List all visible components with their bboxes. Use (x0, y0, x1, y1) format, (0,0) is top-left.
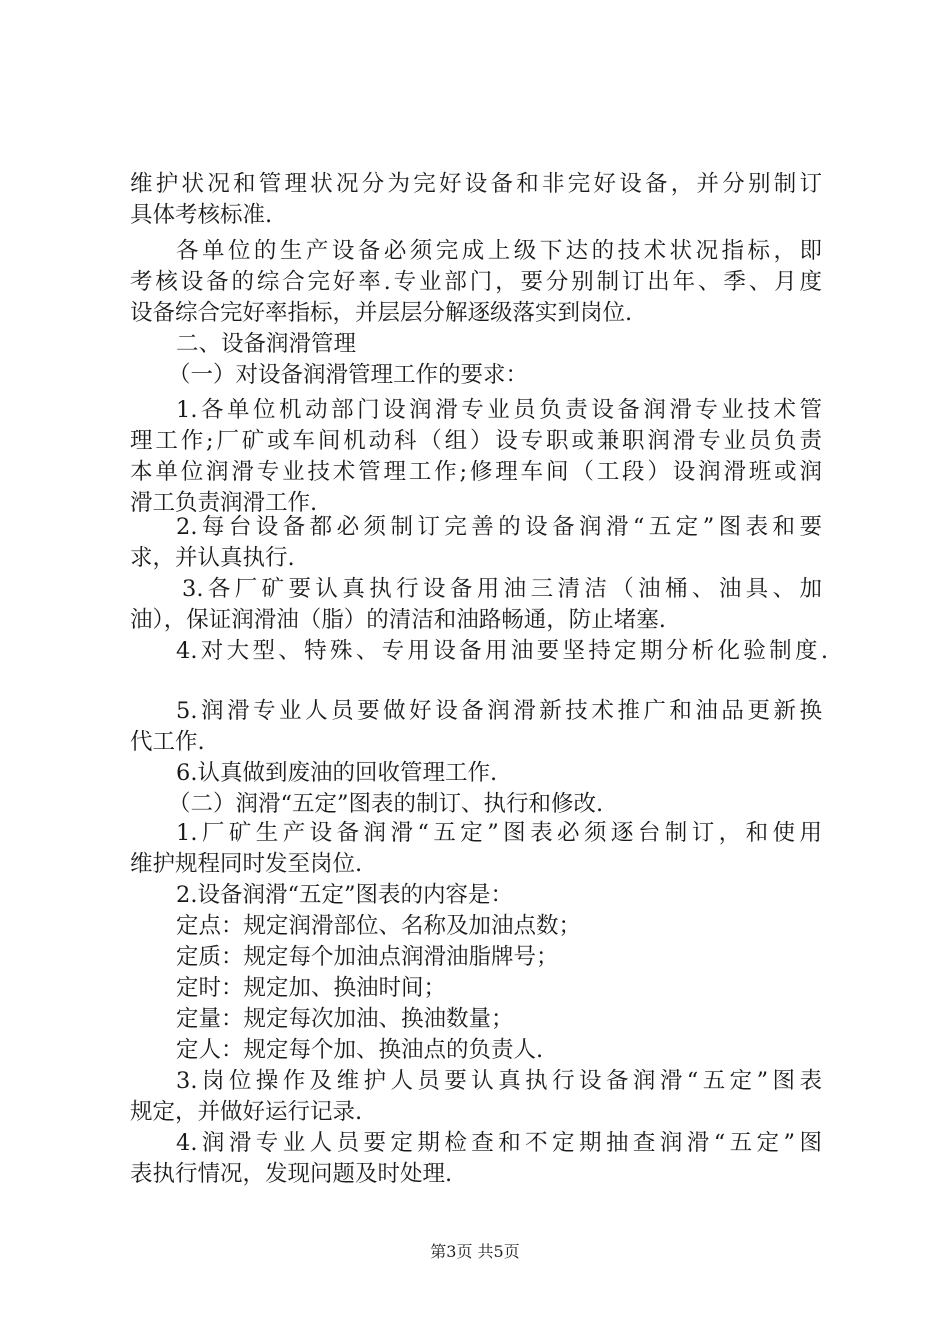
body-text-line: 定点：规定润滑部位、名称及加油点数； (176, 913, 582, 939)
body-text-line: 各单位的生产设备必须完成上级下达的技术状况指标，即 (176, 238, 822, 264)
body-text-line: 规定，并做好运行记录. (130, 1099, 363, 1125)
body-text-line: 4.对大型、特殊、专用设备用油要坚持定期分析化验制度. (176, 638, 828, 664)
body-text-line: 定质：规定每个加油点润滑油脂牌号； (176, 944, 559, 970)
body-text-line: 考核设备的综合完好率.专业部门，要分别制订出年、季、月度 (130, 269, 822, 295)
body-text-line: 维护状况和管理状况分为完好设备和非完好设备，并分别制订 (130, 171, 822, 197)
body-text-line: 油），保证润滑油（脂）的清洁和油路畅通，防止堵塞. (130, 607, 666, 633)
body-text-line: 5.润滑专业人员要做好设备润滑新技术推广和油品更新换 (176, 698, 822, 724)
body-text-line: 具体考核标准. (130, 202, 273, 228)
page-number-footer: 第3页 共5页 (430, 1242, 520, 1261)
body-text-line: 代工作. (130, 729, 205, 755)
subsection-heading: （一）对设备润滑管理工作的要求： (168, 362, 529, 388)
subsection-heading: （二）润滑“五定”图表的制订、执行和修改. (168, 791, 604, 817)
body-text-line: 表执行情况，发现问题及时处理. (130, 1161, 453, 1187)
body-text-line: 设备综合完好率指标，并层层分解逐级落实到岗位. (130, 300, 633, 326)
body-text-line: 理工作;厂矿或车间机动科（组）设专职或兼职润滑专业员负责 (130, 428, 822, 454)
body-text-line: 滑工负责润滑工作. (130, 490, 318, 516)
body-text-line: 本单位润滑专业技术管理工作;修理车间（工段）设润滑班或润 (130, 459, 822, 485)
body-text-line: 4.润滑专业人员要定期检查和不定期抽查润滑“五定”图 (176, 1130, 822, 1156)
body-text-line: 1.厂矿生产设备润滑“五定”图表必须逐台制订，和使用 (176, 820, 822, 846)
body-text-line: 3.各厂矿要认真执行设备用油三清洁（油桶、油具、加 (182, 576, 822, 602)
body-text-line: 定时：规定加、换油时间； (176, 975, 447, 1001)
body-text-line: 2.每台设备都必须制订完善的设备润滑“五定”图表和要 (176, 514, 822, 540)
section-heading: 二、设备润滑管理 (176, 331, 357, 357)
body-text-line: 3.岗位操作及维护人员要认真执行设备润滑“五定”图表 (176, 1068, 822, 1094)
body-text-line: 维护规程同时发至岗位. (130, 851, 363, 877)
body-text-line: 求，并认真执行. (130, 545, 295, 571)
body-text-line: 2.设备润滑“五定”图表的内容是： (176, 882, 513, 908)
body-text-line: 定人：规定每个加、换油点的负责人. (176, 1037, 544, 1063)
body-text-line: 6.认真做到废油的回收管理工作. (176, 760, 498, 786)
body-text-line: 1.各单位机动部门设润滑专业员负责设备润滑专业技术管 (176, 397, 822, 423)
body-text-line: 定量：规定每次加油、换油数量； (176, 1006, 514, 1032)
